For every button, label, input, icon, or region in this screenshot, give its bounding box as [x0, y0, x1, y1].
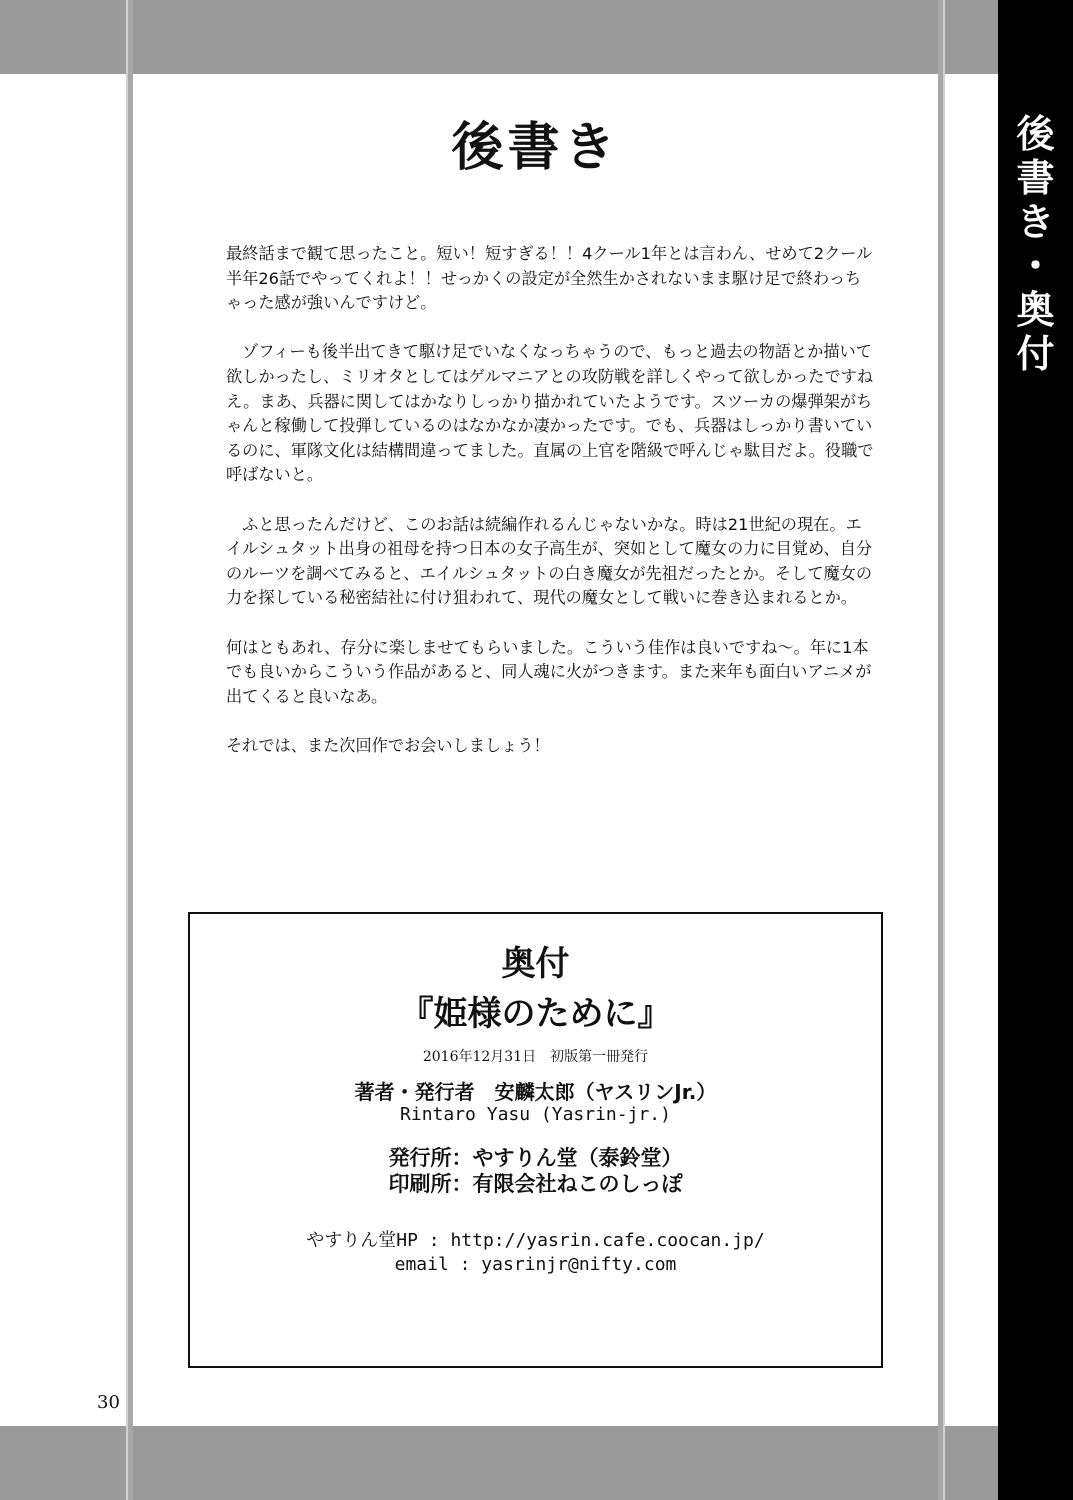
afterword-paragraph: ふと思ったんだけど、このお話は続編作れるんじゃないかな。時は21世紀の現在。エイルシュタット出身の祖母を持つ日本の女子高生が、突如として魔女の力に目覚め、自分のルーツを調べてみると、エイルシュタットの白き魔女が先祖だったとか。そして魔女の力を探している秘密結社に付け狙われて、現代の魔女として戦いに巻き込まれるとか。 [226, 514, 873, 608]
side-tab-title [998, 112, 1073, 376]
page-number: 30 [97, 1392, 120, 1413]
left-rule [128, 0, 133, 1500]
side-tab-char: 書 [1016, 156, 1055, 200]
top-gray-band [0, 0, 998, 74]
afterword-paragraph: 最終話まで観て思ったこと。短い！短すぎる！！4クール1年とは言わん、せめて2クール半年26話でやってくれよ！！せっかくの設定が全然生かされないまま駆け足で終わっちゃった感が強いんですけど。 [226, 244, 873, 313]
side-tab-char: 付 [1016, 332, 1055, 376]
book-title: 『姫様のために』 [399, 994, 672, 1034]
page-heading: 後書き [451, 118, 620, 178]
colophon-title: 奥付 [501, 944, 570, 984]
side-tab-char: 奥 [1016, 288, 1055, 332]
publisher-line: 発行所：やすりん堂（泰鈴堂） [388, 1146, 683, 1170]
author-line: 著者・発行者 安麟太郎（ヤスリンJr.） [354, 1080, 717, 1104]
author-roman: Rintaro Yasu (Yasrin-jr.) [400, 1104, 671, 1125]
homepage-line: やすりん堂HP : http://yasrin.cafe.coocan.jp/ [306, 1230, 765, 1251]
bottom-gray-band [0, 1426, 998, 1500]
right-rule-light [943, 0, 945, 1500]
side-tab-char: き [1016, 200, 1055, 244]
printer-line: 印刷所：有限会社ねこのしっぽ [388, 1172, 683, 1196]
afterword-paragraph: それでは、また次回作でお会いしましょう！ [226, 735, 550, 755]
side-tab-char: ・ [1016, 244, 1055, 288]
side-tab-char: 後 [1016, 112, 1055, 156]
email-line: email : yasrinjr@nifty.com [394, 1254, 677, 1275]
colophon-box [188, 912, 883, 1368]
afterword-body [226, 242, 876, 783]
afterword-paragraph: 何はともあれ、存分に楽しませてもらいました。こういう佳作は良いですね〜。年に1本でも良いからこういう作品があると、同人魂に火がつきます。また来年も面白いアニメが出てくると良いなあ。 [226, 637, 872, 706]
publication-date: 2016年12月31日 初版第一冊発行 [422, 1049, 649, 1065]
afterword-paragraph: ゾフィーも後半出てきて駆け足でいなくなっちゃうので、もっと過去の物語とか描いて欲しかったし、ミリオタとしてはゲルマニアとの攻防戦を詳しくやって欲しかったですねえ。まあ、兵器に関してはかなりしっかり描かれていたようです。スツーカの爆弾架がちゃんと稼働して投弾しているのはなかなか凄かったです。でも、兵器はしっかり書いているのに、軍隊文化は結構間違ってました。直属の上官を階級で呼んじゃ駄目だよ。役職で呼ばないと。 [226, 342, 874, 485]
